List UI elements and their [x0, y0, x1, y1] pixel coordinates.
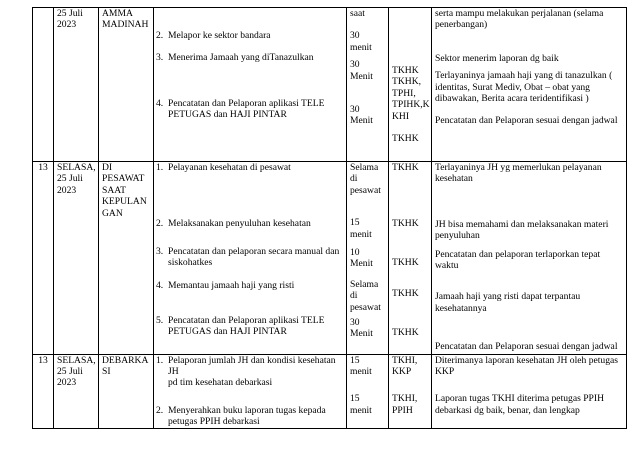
row-number-cell — [33, 8, 54, 162]
activity-text: Menerima Jamaah yang diTanazulkan — [168, 52, 314, 64]
list-item: 3. Menerima Jamaah yang diTanazulkan — [154, 52, 346, 63]
duration-cell: saat 30 menit 30 Menit 30 Menit — [347, 8, 389, 162]
duration-cell: Selama di pesawat 15 menit 10 Menit Selama di pesawat 30 Menit — [347, 162, 389, 355]
list-item: 5. Pencatatan dan Pelaporan aplikasi TELE PETUGAS dan HAJI PINTAR — [156, 315, 325, 338]
date-cell: SELASA, 25 Juli 2023 — [54, 354, 99, 428]
date-cell: SELASA, 25 Juli 2023 — [54, 162, 99, 355]
table-row — [33, 162, 627, 355]
list-item: 3. Pencatatan dan pelaporan secara manual dan siskohatkes — [156, 245, 340, 269]
place-cell: DI PESAWAT SAAT KEPULAN GAN — [99, 162, 154, 355]
activity-cell — [154, 162, 347, 355]
date-cell — [54, 8, 99, 162]
list-item: 1. Pelaporan jumlah JH dan kondisi kesehatan JH pd tim kesehatan debarkasi — [156, 354, 336, 389]
row-number-cell: 13 — [33, 162, 54, 355]
result-cell: Terlayaninya JH yg memerlukan pelayanan kesehatan JH bisa memahami dan melaksanakan materi penyuluhan Pencatatan dan pelaporan terlaporkan tepat waktu Jamaah haji yang risti dapat terpantau kesehatannya Pencatatan dan Pelaporan sesuai dengan jadwal — [432, 162, 627, 355]
activity-table — [32, 7, 627, 429]
list-item: 1. Pelayanan kesehatan di pesawat — [156, 162, 291, 173]
list-item: 2. Melapor ke sektor bandara — [154, 30, 346, 41]
duration-cell: 15 menit 15 menit — [347, 354, 389, 428]
date-line: 2023 — [57, 19, 77, 31]
table-row — [33, 8, 627, 162]
list-item: 4. Pencatatan dan Pelaporan aplikasi TELE PETUGAS dan HAJI PINTAR — [154, 98, 346, 121]
activity-cell — [154, 8, 347, 162]
pic-cell: TKHI, KKP TKHI, PPIH — [389, 354, 432, 428]
activity-text: Melapor ke sektor bandara — [168, 30, 271, 41]
list-item: 2. Melaksanakan penyuluhan kesehatan — [156, 218, 311, 230]
date-line: 25 Juli — [57, 8, 83, 19]
result-cell: Diterimanya laporan kesehatan JH oleh petugas KKP Laporan tugas TKHI diterima petugas PPIH debarkasi dg baik, benar, dan lengkap — [432, 354, 627, 428]
place-cell: DEBARKA SI — [99, 354, 154, 428]
row-number-cell: 13 — [33, 354, 54, 428]
place-line: MADINAH — [102, 19, 149, 31]
list-item: 4. Memantau jamaah haji yang risti — [156, 279, 295, 291]
place-cell — [99, 8, 154, 162]
place-line: AMMA — [102, 8, 133, 19]
activity-text: Pencatatan dan Pelaporan aplikasi TELE PETUGAS dan HAJI PINTAR — [168, 97, 325, 121]
table-row — [33, 354, 627, 428]
pic-cell: TKHK TKHK, TPHI, TPIHK,K KHI TKHK — [389, 8, 432, 162]
list-item: 2. Menyerahkan buku laporan tugas kepada petugas PPIH debarkasi — [156, 404, 326, 428]
pic-cell: TKHK TKHK TKHK TKHK TKHK — [389, 162, 432, 355]
result-cell: serta mampu melakukan perjalanan (selama penerbangan) Sektor menerim laporan dg baik Terlayaninya jamaah haji yang di tanazulkan ( identitas, Surat Mediv, Obat – obat yang dibawakan, Berita acara teridentifikasi ) Pencatatan dan Pelaporan sesuai dengan jadwal — [432, 8, 627, 162]
activity-cell — [154, 354, 347, 428]
